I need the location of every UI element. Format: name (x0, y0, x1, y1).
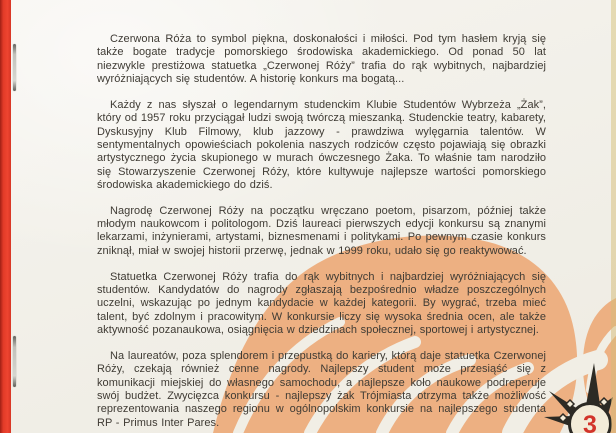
paragraph-intro: Czerwona Róża to symbol piękna, doskonałości i miłości. Pod tym hasłem kryją się także bogate tradycje pomorskiego środowiska akademickiego. Od ponad 50 lat niezwykle prestiżowa statuetka „Czerwonej Róży” trafia do rąk wybitnych, najbardziej wyróżniających się studentów. A historię konkurs ma bogatą... (97, 33, 546, 86)
paragraph-award-history: Nagrodę Czerwonej Róży na początku wręczano poetom, pisarzom, później także młodym naukowcom i politologom. Dziś laureaci pierwszych edycji konkursu są znanymi lekarzami, inżynierami, artystami, biznesmenami i politykami. Po pewnym czasie konkurs zniknął, miał w swojej historii przerwę, jednak w 1999 roku, udało się go reaktywować. (97, 204, 546, 257)
paragraph-candidates: Statuetka Czerwonej Róży trafia do rąk wybitnych i najbardziej wyróżniających się studentów. Kandydatów do nagrody zgłaszają bezpośrednio władze poszczególnych uczelni, wskazując po jednym kandydacie w każdej kategorii. By wygrać, trzeba mieć talent, być zdolnym i pracowitym. W konkursie liczy się wysoka średnia ocen, ale także aktywność pozanaukowa, osiągnięcia w dziedzinach społecznej, sportowej i artystycznej. (97, 270, 546, 337)
compass-star-icon (544, 363, 613, 433)
red-spine-bar (0, 0, 11, 433)
page-number: 3 (583, 411, 597, 433)
page-number-badge (532, 357, 616, 433)
page-edge-strip (611, 0, 616, 433)
paragraph-prizes: Na laureatów, poza splendorem i przepustką do kariery, którą daje statuetka Czerwonej Róży, czekają również cenne nagrody. Najlepszy student może przesiąść się z komunikacji miejskiej do własnego samochodu, a najlepsze koło naukowe podreperuje swój budżet. Zwycięzca konkursu - najlepszy żak Trójmiasta otrzyma także możliwość reprezentowania naszego regionu w ogólnopolskim konkursie na najlepszego studenta RP - Primus Inter Pares. (97, 349, 546, 429)
staple-top-icon (13, 44, 16, 91)
paragraph-zak-club: Każdy z nas słyszał o legendarnym studenckim Klubie Studentów Wybrzeża „Żak”, który od 1957 roku przyciągał ludzi swoją twórczą mieszanką. Studenckie teatry, kabarety, Dyskusyjny Klub Filmowy, klub jazzowy - prawdziwa wylęgarnia talentów. W sentymentalnych opowieściach pokolenia naszych rodziców często pojawiają się obrazki artystycznego życia skupionego w murach ówczesnego Żaka. To właśnie tam narodziło się Stowarzyszenie Czerwonej Róży, które kultywuje najlepsze wartości pomorskiego środowiska akademickiego do dziś. (97, 98, 546, 191)
body-text (97, 33, 546, 430)
staple-bottom-icon (13, 336, 16, 387)
